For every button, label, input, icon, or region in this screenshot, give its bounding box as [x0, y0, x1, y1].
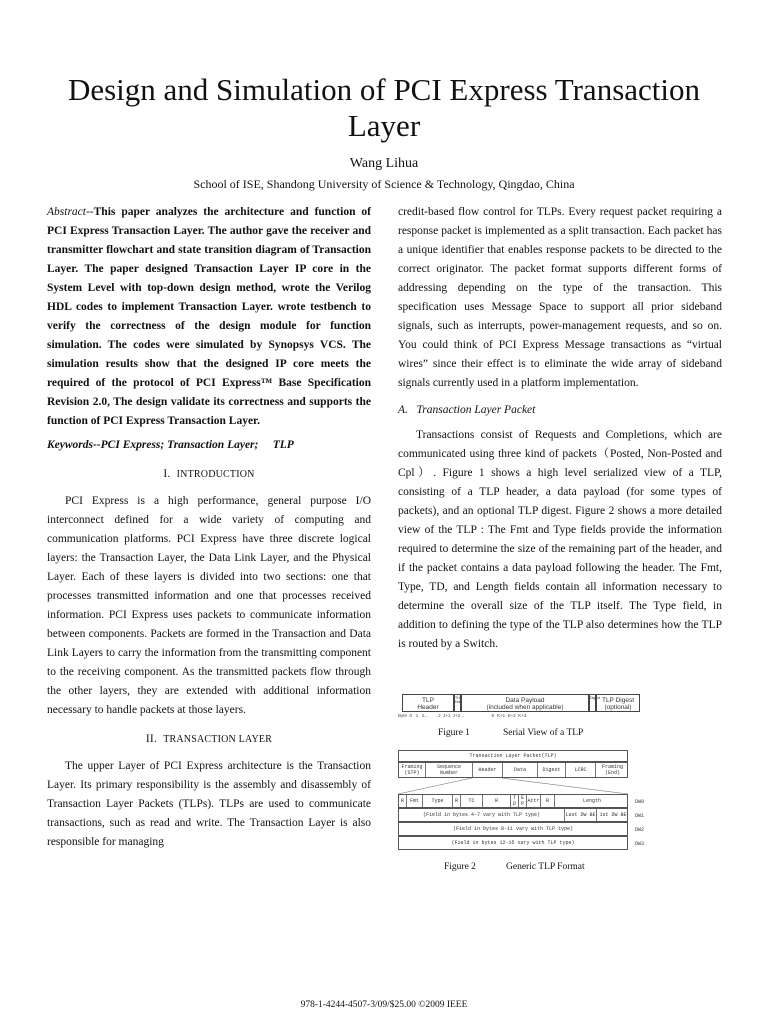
dw0-cell: R: [399, 795, 407, 807]
keywords: Keywords--PCI Express; Transaction Layer; TLP: [47, 439, 294, 451]
dw-label: DW0: [634, 799, 644, 805]
left-column: [47, 203, 371, 852]
introduction-paragraph: PCI Express is a high performance, general purpose I/O interconnect defined for a wide variety of computing and communication platforms. PCI Express have three discrete logical layers: the Transaction Layer, the Data Link Layer, and the Physical Layer. Each of these layers is divided into two sections: one that processes transmitted information and one that processes received information. PCI Express uses packets to communicate information between components. Packets are formed in the Transaction and Data Link Layers to carry the information from the transmitting component to the receiving component. As the transmitted packets flow through the other layers, they are extended with additional information necessary to handle packets at those layers.: [47, 495, 371, 716]
abstract: [47, 203, 371, 431]
dw0-cell: TC: [461, 795, 483, 807]
figure-2-label: Figure 2: [444, 862, 476, 872]
dw0-row: [398, 794, 644, 808]
dw1-row: [398, 808, 644, 822]
data-payload-label: Data Payload (included when applicable): [486, 697, 564, 711]
dw3-field: (Field in bytes 12-15 vary with TLP type): [451, 840, 575, 846]
paper-title: Design and Simulation of PCI Express Transaction Layer: [67, 72, 701, 143]
dw-label: DW2: [634, 827, 644, 833]
transaction-layer-paragraph: The upper Layer of PCI Express architecture is the Transaction Layer. Its primary responsibility is the assembly and disassembly of Transaction Layer Packets (TLPs). TLPs are used to communicate transactions, such as read and write. The Transaction Layer is also responsible for managing: [47, 760, 371, 848]
tlp-digest-label: TLP Digest (optional): [601, 697, 635, 711]
dw0-cell: R: [453, 795, 461, 807]
tlp-paragraph: Transactions consist of Requests and Completions, which are communicated using three kind of packets（Posted, Non-Posted and Cpl）. Figure 1 shows a high level serialized view of a TLP, consisting of a TLP header, a data payload (for some types of packets), and an optional TLP digest. Figure 2 shows a more detailed view of the TLP : The Fmt and Type fields provide the information required to determine the size of the remaining part of the header, and if the packet contains a data payload following the header. The Fmt, Type, TD, and Length fields contain all information necessary to determine the overall size of the TLP itself. The Type field, in addition to defining the type of the TLP also determines how the TLP is routed by a Switch.: [398, 429, 722, 650]
copyright-footer: 978-1-4244-4507-3/09/$25.00 ©2009 IEEE: [300, 1000, 468, 1010]
figure-2-caption: Generic TLP Format: [506, 862, 585, 872]
dw1-field: (Field in bytes 4-7 vary with TLP type): [399, 809, 565, 821]
dw0-cell: Length: [582, 798, 601, 804]
dw0-cell: Fmt: [407, 795, 423, 807]
dw2-row: [398, 822, 644, 836]
right-column: [398, 203, 722, 654]
section-title: INTRODUCTION: [176, 469, 255, 480]
byte-index-row: Byte 0 1 2... J J+1 J+2... K K+1 K+2 K+3: [398, 713, 527, 718]
abstract-text: This paper analyzes the architecture and function of PCI Express Transaction Layer. The author gave the receiver and transmitter flowchart and state transition diagram of Transaction Layer. The paper designed Transaction Layer IP core in the System Level with top-down design method, wrote the Verilog HDL codes to implement Transaction Layer. wrote testbench to verify the correctness of the design module for function simulation. The codes were simulated by Synopsys VCS. The simulation results show that the designed IP core meets the required of the protocol of PCI Express™ Base Specification Revision 2.0, The design validate its correctness and supports the function of PCI Express Transaction Layer.: [47, 206, 371, 427]
frame-cell: Framing (End): [601, 764, 623, 776]
tlp-header-box: [402, 694, 454, 712]
dw0-cell: T D: [511, 795, 519, 807]
abstract-lead: Abstract--: [47, 206, 94, 218]
dw2-field: (Field in bytes 8-11 vary with TLP type): [452, 826, 574, 832]
section-heading-introduction: [47, 465, 371, 484]
frame-cell: LCRC: [566, 763, 596, 777]
data-payload-box: [461, 694, 589, 712]
section-number: I.: [163, 468, 171, 480]
digest-tag: Digest: [590, 696, 600, 700]
tlp-header-label: TLP Header: [417, 697, 439, 711]
author-affiliation: School of ISE, Shandong University of Science & Technology, Qingdao, China: [193, 177, 575, 191]
frame-cell: Sequence Number: [426, 763, 473, 777]
tlp-hdr-tag: TLP Hdr: [455, 696, 462, 704]
tlp-top-label-row: [398, 750, 628, 762]
flow-control-paragraph: credit-based flow control for TLPs. Every request packet requiring a response packet is implemented as a split transaction. Each packet has a unique identifier that enables response packets to be directed to the correct originator. The packet format supports different forms of addressing depending on the type of the transaction. This specification uses Message Space to support all prior sideband signals, such as interrupts, power-management requests, and so on. You could think of PCI Express Message transactions as “virtual wires” since their effect is to eliminate the wide array of sideband signals currently used in a platform implementation.: [398, 206, 722, 389]
frame-cell: Data: [503, 763, 538, 777]
section-number: II.: [145, 733, 158, 745]
figure-1-serial-view: [398, 694, 643, 722]
dw0-cell: Attr: [527, 795, 541, 807]
dw1-first-be: 1st DW BE: [599, 812, 627, 818]
dw0-cell: R: [483, 795, 511, 807]
figure-1-label: Figure 1: [438, 728, 470, 738]
tlp-hdr-tag-box: [454, 694, 461, 712]
dw1-last-be: Last DW BE: [565, 809, 597, 821]
section-title: TRANSACTION LAYER: [163, 734, 273, 745]
tlp-top-label: Transaction Layer Packet(TLP): [469, 753, 557, 759]
header-expansion-lines: [398, 778, 628, 794]
dw-label: DW1: [634, 813, 644, 819]
frame-cell: Digest: [538, 763, 566, 777]
dw0-cell: E P: [519, 795, 527, 807]
dw0-cell: Type: [423, 795, 453, 807]
author-name: Wang Lihua: [349, 156, 419, 171]
tlp-digest-box: [596, 694, 640, 712]
frame-cell: Framing (STP): [399, 763, 426, 777]
frame-cell: Header: [473, 763, 503, 777]
dw3-row: [398, 836, 644, 850]
figure-1-caption: Serial View of a TLP: [503, 728, 584, 738]
subsection-heading: A. Transaction Layer Packet: [398, 404, 536, 416]
dw0-cell: R: [541, 795, 555, 807]
digest-tag-box: [589, 694, 600, 712]
dw-label: DW3: [634, 841, 644, 847]
tlp-frame-row: [398, 762, 628, 778]
section-heading-transaction-layer: [47, 730, 371, 749]
